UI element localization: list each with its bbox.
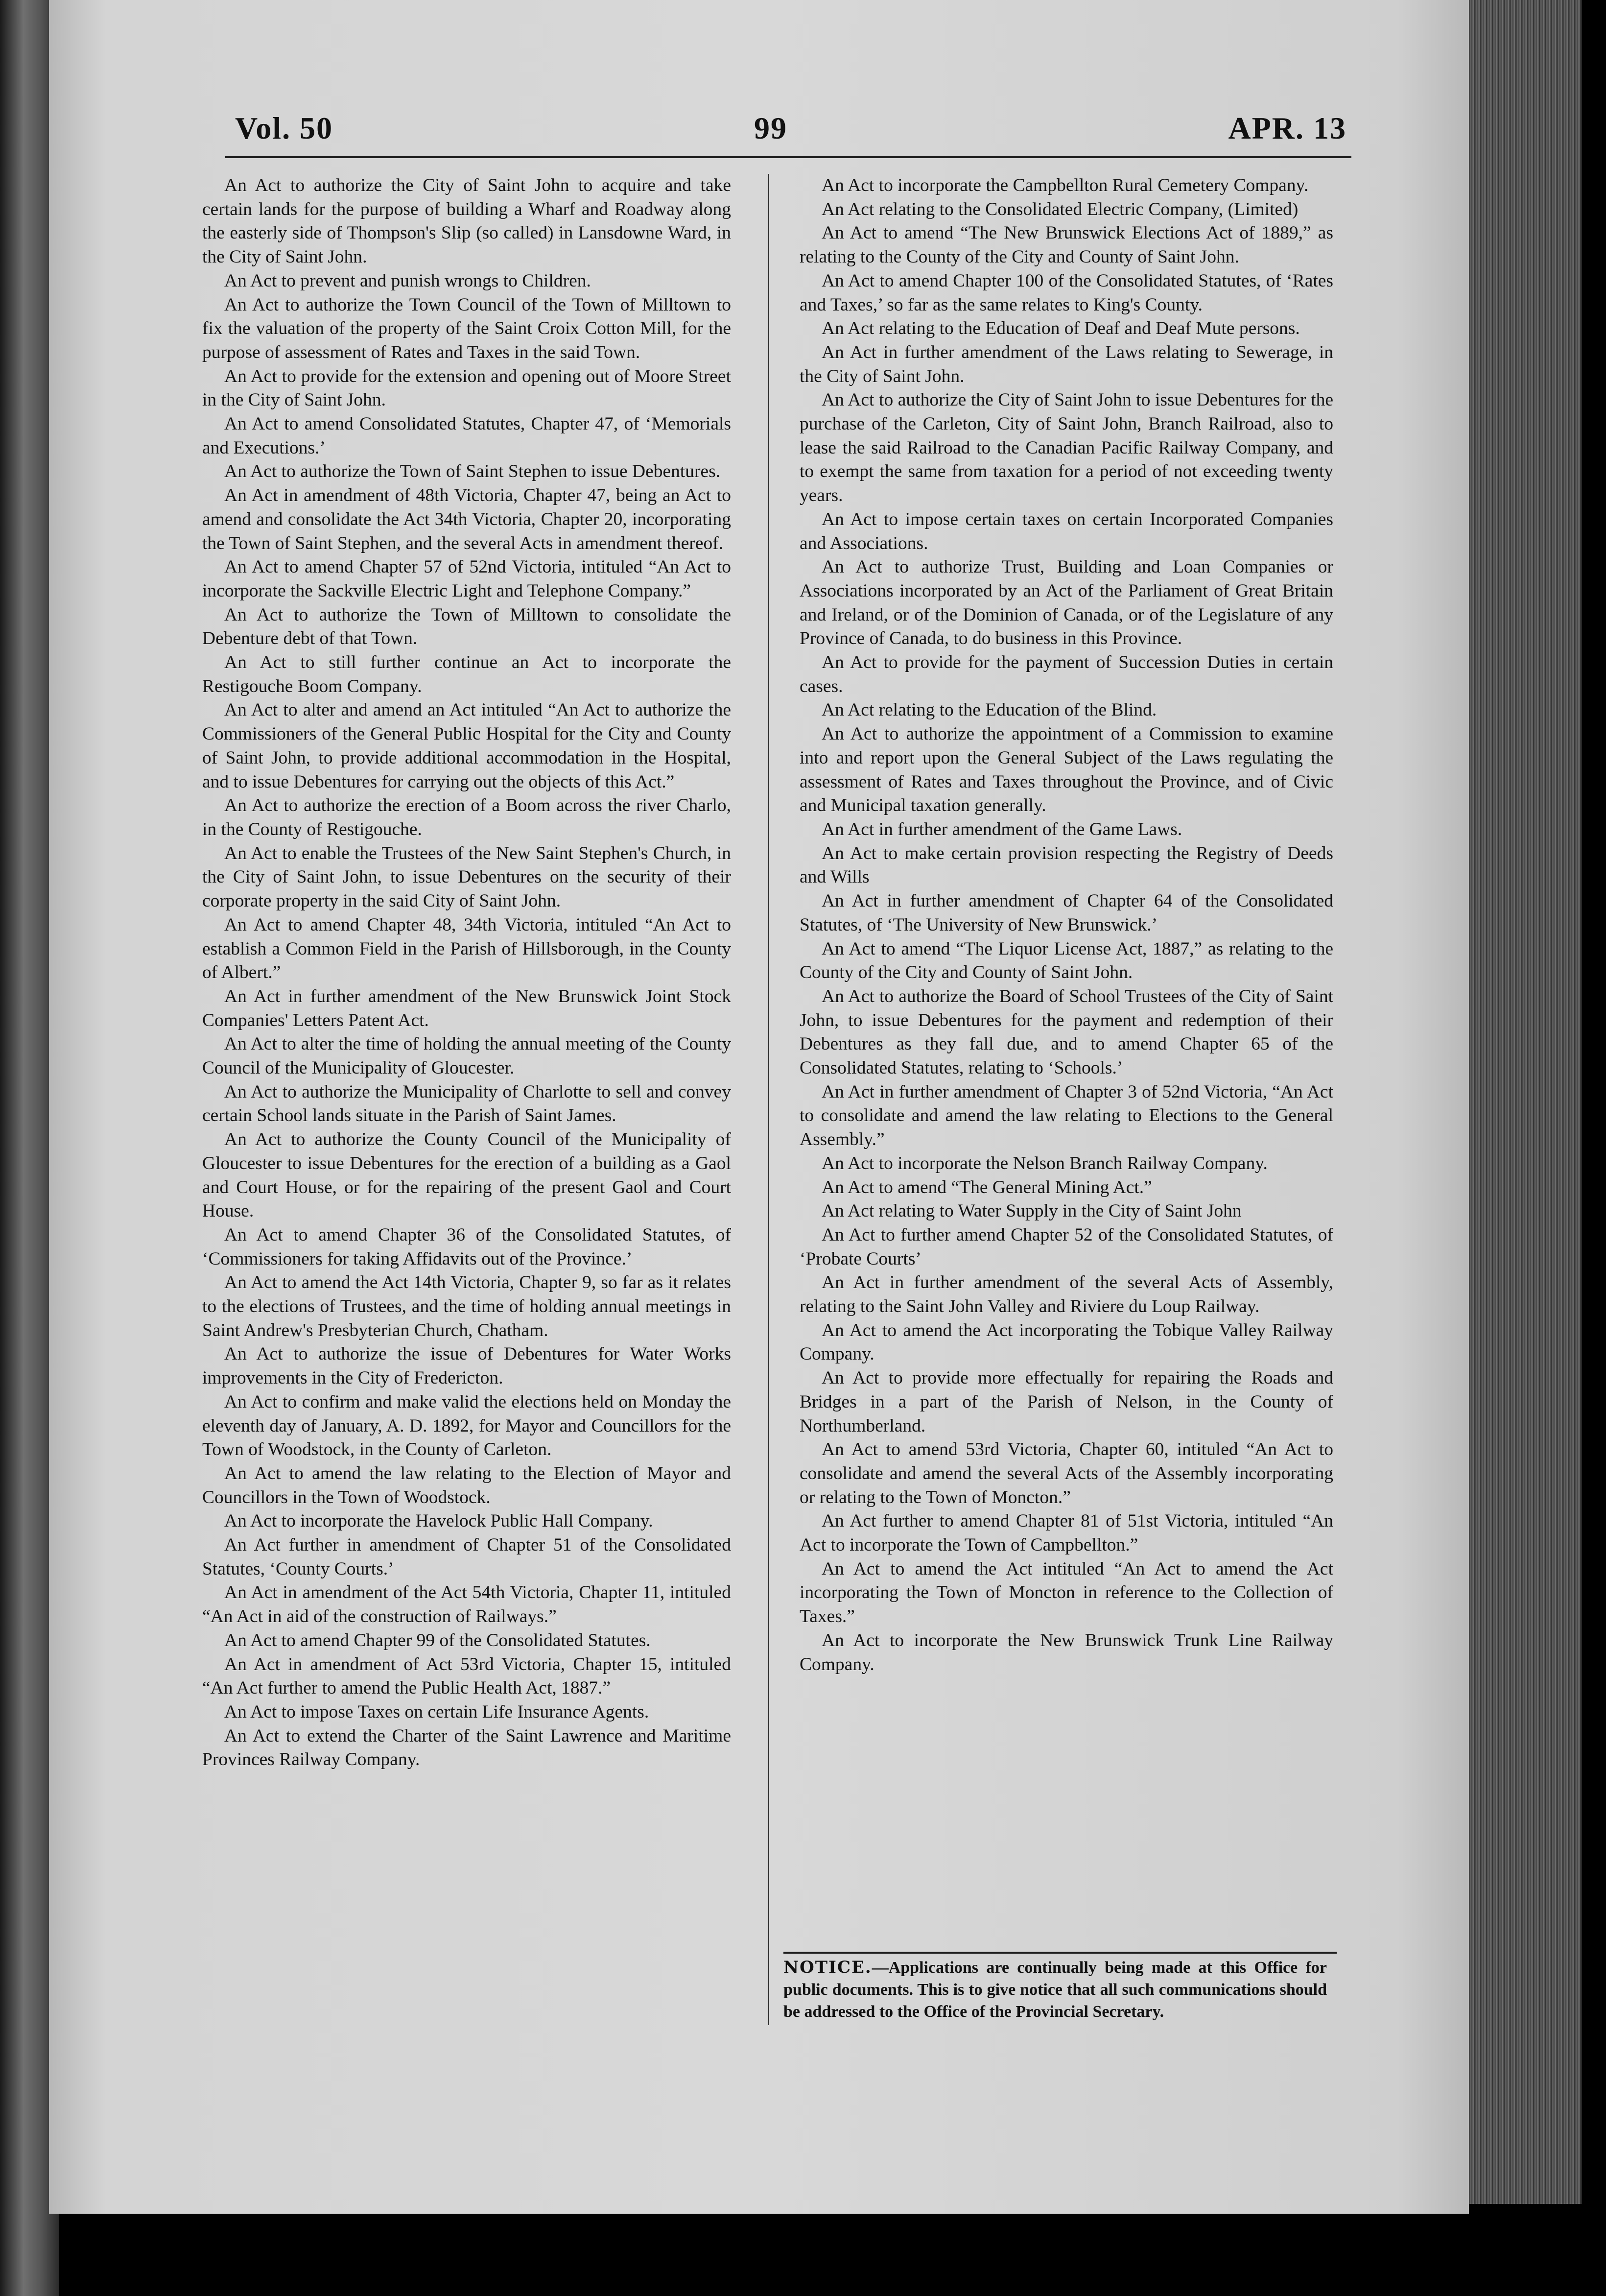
act-entry: An Act further in amendment of Chapter 51 of the Consolidated Statutes, ‘County Courts.’ [202, 1535, 731, 1579]
act-entry: An Act to amend Chapter 57 of 52nd Victoria, intituled “An Act to incorporate the Sackville Electric Light and Telephone Company.” [202, 557, 731, 601]
act-entry: An Act to amend Chapter 100 of the Consolidated Statutes, of ‘Rates and Taxes,’ so far as the same relates to King's County. [800, 270, 1333, 315]
act-entry: An Act to authorize the City of Saint John to issue Debentures for the purchase of the Carleton, City of Saint John, Branch Railroad, also to lease the said Railroad to the Canadian Pacific Railway Company, and to exempt the same from taxation for a period of not exceeding twenty years. [800, 390, 1333, 506]
header-rule [225, 156, 1351, 158]
act-entry: An Act to amend Chapter 36 of the Consolidated Statutes, of ‘Commissioners for taking Affidavits out of the Province.’ [202, 1224, 731, 1269]
act-entry: An Act to incorporate the Havelock Public Hall Company. [224, 1511, 653, 1531]
act-entry: An Act to provide for the payment of Succession Duties in certain cases. [800, 652, 1333, 696]
act-entry: An Act to amend Chapter 48, 34th Victoria, intituled “An Act to establish a Common Field in the Parish of Hillsborough, in the County of Albert.” [202, 914, 731, 983]
act-entry: An Act to amend Chapter 99 of the Consolidated Statutes. [224, 1630, 651, 1650]
act-entry: An Act in further amendment of the Laws relating to Sewerage, in the City of Saint John. [800, 342, 1333, 386]
act-entry: An Act further to amend Chapter 81 of 51st Victoria, intituled “An Act to incorporate the Town of Campbellton.” [800, 1511, 1333, 1555]
act-entry: An Act to alter and amend an Act intituled “An Act to authorize the Commissioners of the General Public Hospital for the City and County of Saint John, to provide additional accommodation in the Hospital, and to issue Debentures for carrying out the objects of this Act.” [202, 700, 731, 792]
notice-rule [783, 1952, 1337, 1954]
act-entry: An Act to amend “The Liquor License Act, 1887,” as relating to the County of the City and County of Saint John. [800, 938, 1333, 983]
act-entry: An Act to authorize the Municipality of Charlotte to sell and convey certain School lands situate in the Parish of Saint James. [202, 1081, 731, 1126]
notice-label: NOTICE. [783, 1958, 872, 1977]
act-entry: An Act to authorize the Town of Saint Stephen to issue Debentures. [224, 461, 721, 482]
act-entry: An Act to amend the law relating to the Election of Mayor and Councillors in the Town of Woodstock. [202, 1463, 731, 1507]
act-entry: An Act to amend the Act incorporating the Tobique Valley Railway Company. [800, 1320, 1333, 1364]
page-edges [1469, 0, 1582, 2204]
column-divider [768, 174, 769, 2025]
act-entry: An Act in further amendment of Chapter 3 of 52nd Victoria, “An Act to consolidate and amend the law relating to Elections to the General Assembly.” [800, 1081, 1333, 1150]
act-entry: An Act relating to Water Supply in the City of Saint John [822, 1201, 1242, 1221]
left-column-acts [202, 174, 731, 1772]
act-entry: An Act to still further continue an Act to incorporate the Restigouche Boom Company. [202, 652, 731, 696]
act-entry: An Act to amend the Act 14th Victoria, Chapter 9, so far as it relates to the elections of Trustees, and the time of holding annual meetings in Saint Andrew's Presbyterian Church, Chatham. [202, 1272, 731, 1340]
act-entry: An Act in further amendment of Chapter 64 of the Consolidated Statutes, of ‘The University of New Brunswick.’ [800, 891, 1333, 935]
act-entry: An Act to further amend Chapter 52 of the Consolidated Statutes, of ‘Probate Courts’ [800, 1224, 1333, 1269]
page-header [235, 110, 1346, 154]
act-entry: An Act to authorize the appointment of a Commission to examine into and report upon the General Subject of the Laws regulating the assessment of Rates and Taxes throughout the Province, and of Civic and Municipal taxation generally. [800, 724, 1333, 816]
act-entry: An Act to extend the Charter of the Saint Lawrence and Maritime Provinces Railway Company. [202, 1725, 731, 1770]
act-entry: An Act to authorize the Board of School Trustees of the City of Saint John, to issue Debentures for the payment and redemption of their Debentures as they fall due, and to amend Chapter 65 of the Consolidated Statutes, relating to ‘Schools.’ [800, 986, 1333, 1078]
act-entry: An Act in further amendment of the several Acts of Assembly, relating to the Saint John Valley and Riviere du Loup Railway. [800, 1272, 1333, 1317]
act-entry: An Act to authorize the City of Saint John to acquire and take certain lands for the purpose of building a Wharf and Roadway along the easterly side of Thompson's Slip (so called) in Lansdowne Ward, in the City of Saint John. [202, 175, 731, 267]
act-entry: An Act to amend “The General Mining Act.” [822, 1177, 1152, 1197]
act-entry: An Act to alter the time of holding the annual meeting of the County Council of the Municipality of Gloucester. [202, 1034, 731, 1078]
act-entry: An Act in further amendment of the New Brunswick Joint Stock Companies' Letters Patent Act. [202, 986, 731, 1030]
act-entry: An Act to authorize the issue of Debentures for Water Works improvements in the City of Fredericton. [202, 1344, 731, 1388]
act-entry: An Act to confirm and make valid the elections held on Monday the eleventh day of January, A. D. 1892, for Mayor and Councillors for the Town of Woodstock, in the County of Carleton. [202, 1391, 731, 1460]
act-entry: An Act to amend the Act intituled “An Act to amend the Act incorporating the Town of Moncton in reference to the Collection of Taxes.” [800, 1558, 1333, 1627]
act-entry: An Act to incorporate the Nelson Branch Railway Company. [822, 1153, 1268, 1173]
act-entry: An Act to incorporate the Campbellton Rural Cemetery Company. [822, 175, 1309, 195]
act-entry: An Act to authorize the Town Council of the Town of Milltown to fix the valuation of the property of the Saint Croix Cotton Mill, for the purpose of assessment of Rates and Taxes in the said Town. [202, 294, 731, 362]
act-entry: An Act relating to the Education of the Blind. [822, 700, 1157, 720]
act-entry: An Act to make certain provision respecting the Registry of Deeds and Wills [800, 843, 1333, 887]
act-entry: An Act in further amendment of the Game Laws. [822, 819, 1182, 839]
notice-text: —Applications are continually being made at this Office for public documents. This is to give notice that all such communications should be addressed to the Office of the Provincial Secretary. [783, 1959, 1327, 2021]
act-entry: An Act to amend “The New Brunswick Elections Act of 1889,” as relating to the County of the City and County of Saint John. [800, 223, 1333, 267]
act-entry: An Act in amendment of Act 53rd Victoria, Chapter 15, intituled “An Act further to amend the Public Health Act, 1887.” [202, 1654, 731, 1698]
act-entry: An Act in amendment of 48th Victoria, Chapter 47, being an Act to amend and consolidate the Act 34th Victoria, Chapter 20, incorporating the Town of Saint Stephen, and the several Acts in amendment thereof. [202, 485, 731, 553]
act-entry: An Act to impose certain taxes on certain Incorporated Companies and Associations. [800, 509, 1333, 553]
act-entry: An Act to incorporate the New Brunswick Trunk Line Railway Company. [800, 1630, 1333, 1674]
act-entry: An Act to amend Consolidated Statutes, Chapter 47, of ‘Memorials and Executions.’ [202, 414, 731, 458]
act-entry: An Act to amend 53rd Victoria, Chapter 60, intituled “An Act to consolidate and amend the several Acts of the Assembly incorporating or relating to the Town of Moncton.” [800, 1439, 1333, 1507]
act-entry: An Act relating to the Education of Deaf and Deaf Mute persons. [822, 318, 1300, 339]
volume-label: Vol. 50 [235, 111, 333, 145]
act-entry: An Act to provide more effectually for repairing the Roads and Bridges in a part of the Parish of Nelson, in the County of Northumberland. [800, 1368, 1333, 1436]
act-entry: An Act to authorize the County Council of the Municipality of Gloucester to issue Debentures for the erection of a building as a Gaol and Court House, or for the repairing of the present Gaol and Court House. [202, 1129, 731, 1221]
act-entry: An Act in amendment of the Act 54th Victoria, Chapter 11, intituled “An Act in aid of the construction of Railways.” [202, 1582, 731, 1627]
issue-date: APR. 13 [1228, 111, 1346, 145]
notice-box [783, 1957, 1327, 2023]
act-entry: An Act relating to the Consolidated Electric Company, (Limited) [822, 199, 1299, 219]
act-entry: An Act to authorize the Town of Milltown to consolidate the Debenture debt of that Town. [202, 604, 731, 649]
act-entry: An Act to authorize Trust, Building and Loan Companies or Associations incorporated by an Act of the Parliament of Great Britain and Ireland, or of the Dominion of Canada, or of the Legislature of any Province of Canada, to do business in this Province. [800, 557, 1333, 649]
act-entry: An Act to enable the Trustees of the New Saint Stephen's Church, in the City of Saint John, to issue Debentures on the security of their corporate property in the said City of Saint John. [202, 843, 731, 911]
act-entry: An Act to impose Taxes on certain Life Insurance Agents. [224, 1702, 649, 1722]
page-number: 99 [754, 111, 787, 145]
right-column-acts [800, 174, 1333, 1676]
act-entry: An Act to provide for the extension and opening out of Moore Street in the City of Saint John. [202, 366, 731, 410]
act-entry: An Act to prevent and punish wrongs to Children. [224, 270, 591, 291]
act-entry: An Act to authorize the erection of a Boom across the river Charlo, in the County of Restigouche. [202, 795, 731, 839]
